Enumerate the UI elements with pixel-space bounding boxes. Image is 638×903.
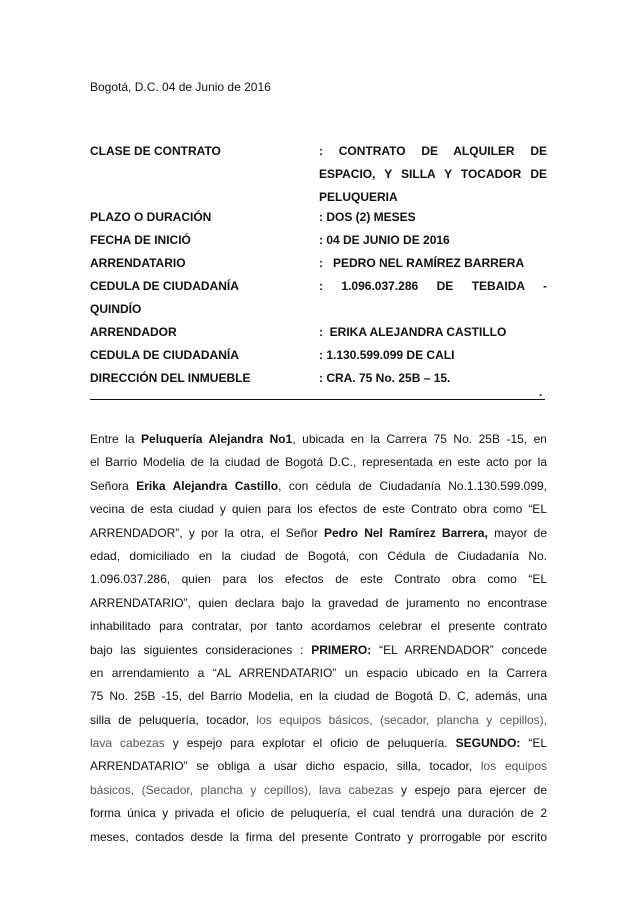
body-line [90,428,547,451]
field-value: : CRA. 75 No. 25B – 15. [319,371,451,385]
field-value: : 1.130.599.099 DE CALI [319,348,455,362]
date-line: Bogotá, D.C. 04 de Junio de 2016 [90,80,271,94]
body-line [90,451,547,474]
separator-rule [90,399,545,400]
body-line [90,779,547,802]
separator-end-mark: . [539,385,543,399]
body-line [90,662,547,685]
body-line [90,639,547,662]
body-text-run: , ubicada en la Carrera 75 No. 25B -15, en [292,432,547,446]
field-value: : ERIKA ALEJANDRA CASTILLO [319,325,507,339]
body-line [90,545,547,568]
body-line [90,709,547,732]
body-text-run: el Barrio Modelia de la ciudad de Bogotá D.C., representada en este acto por la [90,455,547,470]
body-text-run: en arrendamiento a “AL ARRENDATARIO” un espacio ubicado en la Carrera [90,665,547,680]
body-text-run: ARRENDATARIO” se obliga a usar dicho espacio, silla, tocador, [90,759,481,774]
body-text-run: inhabilitado para contratar, por tanto acordamos celebrar el presente contrato [90,619,547,634]
body-line [90,475,547,498]
body-bold-text: SEGUNDO: [455,736,521,751]
body-text-run: mayor de [487,525,548,540]
field-label: CEDULA DE CIUDADANÍA [90,279,239,293]
field-label: ARRENDATARIO [90,256,186,270]
body-text-run: ARRENDATARIO”, quien declara bajo la gravedad de juramento no encontrase [90,595,547,610]
body-bold-text: Pedro Nel Ramírez Barrera, [324,525,488,540]
contract-body [90,428,547,849]
field-label: ARRENDADOR [90,325,177,339]
body-text-run: 75 No. 25B -15, del Barrio Modelia, en la ciudad de Bogotá D. C, además, una [90,689,547,704]
body-text-run: “EL [520,736,548,751]
body-text-run: forma única y privada el oficio de peluquería, el cual tendrá una duración de 2 [90,806,547,821]
field-label: CLASE DE CONTRATO [90,144,221,158]
body-line [90,732,547,755]
body-bold-text: PRIMERO: [311,642,372,657]
body-text-run: vecina de esta ciudad y quien para los efectos de este Contrato obra como “EL [90,502,547,517]
body-bold-text: Peluquería Alejandra No1 [141,432,293,446]
field-value: : PEDRO NEL RAMÍREZ BARRERA [319,256,525,270]
body-text-run: bajo las siguientes consideraciones : [90,642,312,657]
field-label: FECHA DE INICIÓ [90,233,191,247]
body-line [90,592,547,615]
body-text-run: “EL ARRENDADOR” concede [371,642,547,657]
body-text-run: Señora [90,478,137,493]
field-label: QUINDÍO [90,302,142,316]
body-text-run: , con cédula de Ciudadanía No.1.130.599.099, [278,478,548,493]
body-line [90,498,547,521]
body-line [90,802,547,825]
body-line [90,522,547,545]
field-label: PLAZO O DURACIÓN [90,210,212,224]
body-text-run: Entre la [90,432,142,446]
body-text-run: ARRENDADOR”, y por la otra, el Señor [90,525,324,540]
body-text-run: 1.096.037.286, quien para los efectos de este Contrato obra como “EL [90,572,547,587]
body-line [90,755,547,778]
field-value: : 1.096.037.286 DE TEBAIDA - [319,279,547,293]
field-value: : DOS (2) MESES [319,210,416,224]
body-text-run: y espejo para ejercer de [393,782,547,797]
field-value: : 04 DE JUNIO DE 2016 [319,233,450,247]
body-line [90,685,547,708]
field-value-line-2: ESPACIO, Y SILLA Y TOCADOR DE [319,167,547,181]
body-text-run: básicos, (Secador, plancha y cepillos), lava cabezas [90,782,394,797]
field-label: CEDULA DE CIUDADANÍA [90,348,239,362]
body-line [90,826,547,849]
body-text-run: silla de peluquería, tocador, [90,712,257,727]
field-label: DIRECCIÓN DEL INMUEBLE [90,371,251,385]
body-text-run: y espejo para explotar el oficio de peluquería. [164,736,456,751]
body-text-run: lava cabezas [90,736,165,751]
body-text-run: meses, contados desde la firma del presente Contrato y prorrogable por escrito [90,829,547,844]
field-value-line-3: PELUQUERIA [319,190,398,204]
body-line [90,615,547,638]
body-text-run: edad, domiciliado en la ciudad de Bogotá, con Cédula de Ciudadanía No. [90,548,547,563]
body-text-run: los equipos básicos, (secador, plancha y cepillos), [256,712,547,727]
body-text-run: los equipos [480,759,547,774]
body-bold-text: Erika Alejandra Castillo [136,478,279,493]
body-line [90,568,547,591]
field-value-line-1: : CONTRATO DE ALQUILER DE [319,144,547,158]
